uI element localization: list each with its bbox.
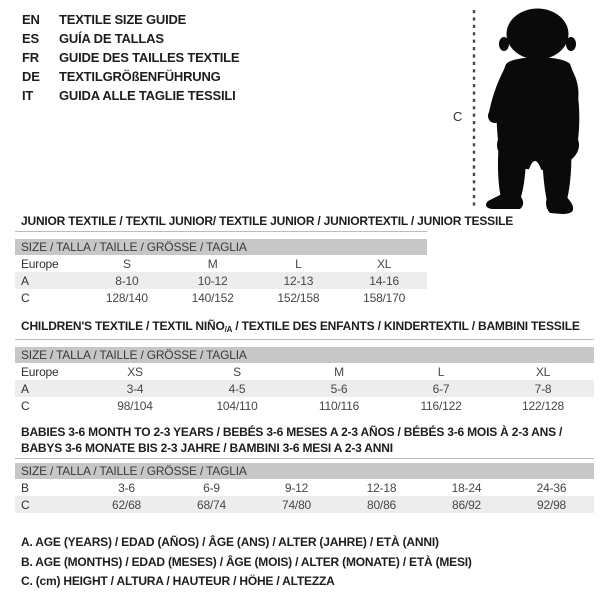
- cell: 74/80: [254, 496, 339, 513]
- cell: 24-36: [536, 480, 567, 495]
- babies-size-table: [15, 463, 594, 513]
- cell: 5-6: [288, 380, 390, 397]
- cell: 104/110: [216, 398, 258, 413]
- cell: 18-24: [451, 480, 482, 495]
- language-title-list: [22, 10, 239, 105]
- cell: XS: [127, 364, 143, 379]
- row-label: C: [21, 398, 30, 413]
- table-row: [15, 363, 594, 380]
- cell: 122/128: [522, 398, 564, 413]
- cell: 158/170: [363, 290, 406, 305]
- lang-code: FR: [22, 50, 39, 65]
- cell: 6-7: [390, 380, 492, 397]
- divider: [15, 339, 594, 340]
- cell: L: [437, 364, 445, 379]
- cell: S: [122, 256, 131, 271]
- lang-row-es: [22, 29, 239, 48]
- divider: [15, 458, 594, 459]
- cell: 128/140: [105, 290, 148, 305]
- size-header: SIZE / TALLA / TAILLE / GRÖSSE / TAGLIA: [15, 347, 594, 363]
- title-subscript: /A: [224, 325, 233, 334]
- section-title: JUNIOR TEXTILE / TEXTIL JUNIOR/ TEXTILE JUNIOR / JUNIORTEXTIL / JUNIOR TESSILE: [21, 214, 514, 228]
- lang-title: TEXTILGRÖßENFÜHRUNG: [59, 69, 221, 84]
- section-childrens-textile: [15, 320, 594, 414]
- junior-size-table: [15, 239, 427, 306]
- size-header: SIZE / TALLA / TAILLE / GRÖSSE / TAGLIA: [15, 239, 427, 255]
- row-label: Europe: [21, 364, 59, 379]
- row-label: Europe: [21, 256, 59, 271]
- cell: XL: [376, 256, 392, 271]
- cell: 116/122: [420, 398, 462, 413]
- cell: 3-4: [84, 380, 186, 397]
- row-label: A: [15, 380, 84, 397]
- cell: M: [207, 256, 218, 271]
- row-label: C: [21, 290, 30, 305]
- row-label: B: [21, 480, 29, 495]
- section-title: [15, 424, 594, 456]
- lang-row-fr: [22, 48, 239, 67]
- cell: 6-9: [203, 480, 220, 495]
- table-header-row: [15, 239, 427, 255]
- cell: 62/68: [84, 496, 169, 513]
- cell: L: [295, 256, 302, 271]
- lang-title: GUÍA DE TALLAS: [59, 31, 164, 46]
- table-header-row: [15, 463, 594, 479]
- cell: M: [334, 364, 344, 379]
- cell: 4-5: [186, 380, 288, 397]
- height-label: C: [453, 109, 463, 124]
- lang-code: EN: [22, 12, 40, 27]
- cell: 12-18: [366, 480, 397, 495]
- cell: 8-10: [84, 272, 170, 289]
- footnote-c: C. (cm) HEIGHT / ALTURA / HAUTEUR / HÖHE / ALTEZZA: [21, 574, 335, 588]
- section-babies-textile: [15, 424, 594, 513]
- lang-title: TEXTILE SIZE GUIDE: [59, 12, 187, 27]
- lang-code: IT: [22, 88, 34, 103]
- cell: 80/86: [339, 496, 424, 513]
- cell: 86/92: [424, 496, 509, 513]
- lang-title: GUIDA ALLE TAGLIE TESSILI: [59, 88, 236, 103]
- table-row: [15, 380, 594, 397]
- baby-silhouette-icon: [486, 9, 579, 215]
- baby-height-figure: [450, 2, 600, 216]
- size-header: SIZE / TALLA / TAILLE / GRÖSSE / TAGLIA: [15, 463, 594, 479]
- footnote-legend: [21, 533, 472, 592]
- title-line-1: BABIES 3-6 MONTH TO 2-3 YEARS / BEBÉS 3-6 MESES A 2-3 AÑOS / BÉBÉS 3-6 MOIS À 2-3 ANS /: [21, 425, 563, 439]
- lang-row-en: [22, 10, 239, 29]
- lang-row-it: [22, 86, 239, 105]
- cell: 68/74: [169, 496, 254, 513]
- cell: 3-6: [118, 480, 135, 495]
- cell: 110/116: [318, 398, 360, 413]
- table-row: [15, 272, 427, 289]
- row-label: C: [15, 496, 84, 513]
- cell: 152/158: [277, 290, 320, 305]
- table-row: [15, 255, 427, 272]
- cell: 12-13: [256, 272, 342, 289]
- lang-code: ES: [22, 31, 39, 46]
- cell: 140/152: [191, 290, 234, 305]
- footnote-b: B. AGE (MONTHS) / EDAD (MESES) / ÂGE (MOIS) / ALTER (MONATE) / ETÀ (MESI): [21, 554, 472, 569]
- cell: 7-8: [492, 380, 594, 397]
- cell: 9-12: [284, 480, 309, 495]
- cell: 98/104: [117, 398, 153, 413]
- table-row: [15, 479, 594, 496]
- cell: 14-16: [341, 272, 427, 289]
- cell: 92/98: [509, 496, 594, 513]
- divider: [15, 231, 427, 232]
- lang-code: DE: [22, 69, 40, 84]
- section-junior-textile: [15, 214, 514, 306]
- lang-row-de: [22, 67, 239, 86]
- cell: 10-12: [170, 272, 256, 289]
- table-row: [15, 289, 427, 306]
- table-row: [15, 496, 594, 513]
- title-part: CHILDREN'S TEXTILE / TEXTIL NIÑO: [21, 319, 225, 333]
- footnote-a: A. AGE (YEARS) / EDAD (AÑOS) / ÂGE (ANS) / ALTER (JAHRE) / ETÀ (ANNI): [21, 535, 439, 549]
- lang-title: GUIDE DES TAILLES TEXTILE: [59, 50, 240, 65]
- table-header-row: [15, 347, 594, 363]
- table-row: [15, 397, 594, 414]
- cell: XL: [535, 364, 551, 379]
- cell: S: [233, 364, 241, 379]
- children-size-table: [15, 347, 594, 414]
- row-label: A: [15, 272, 84, 289]
- title-part: / TEXTILE DES ENFANTS / KINDERTEXTIL / BAMBINI TESSILE: [232, 319, 580, 333]
- title-line-2: BABYS 3-6 MONATE BIS 2-3 JAHRE / BAMBINI 3-6 MESI A 2-3 ANNI: [21, 441, 393, 455]
- section-title: [15, 320, 594, 336]
